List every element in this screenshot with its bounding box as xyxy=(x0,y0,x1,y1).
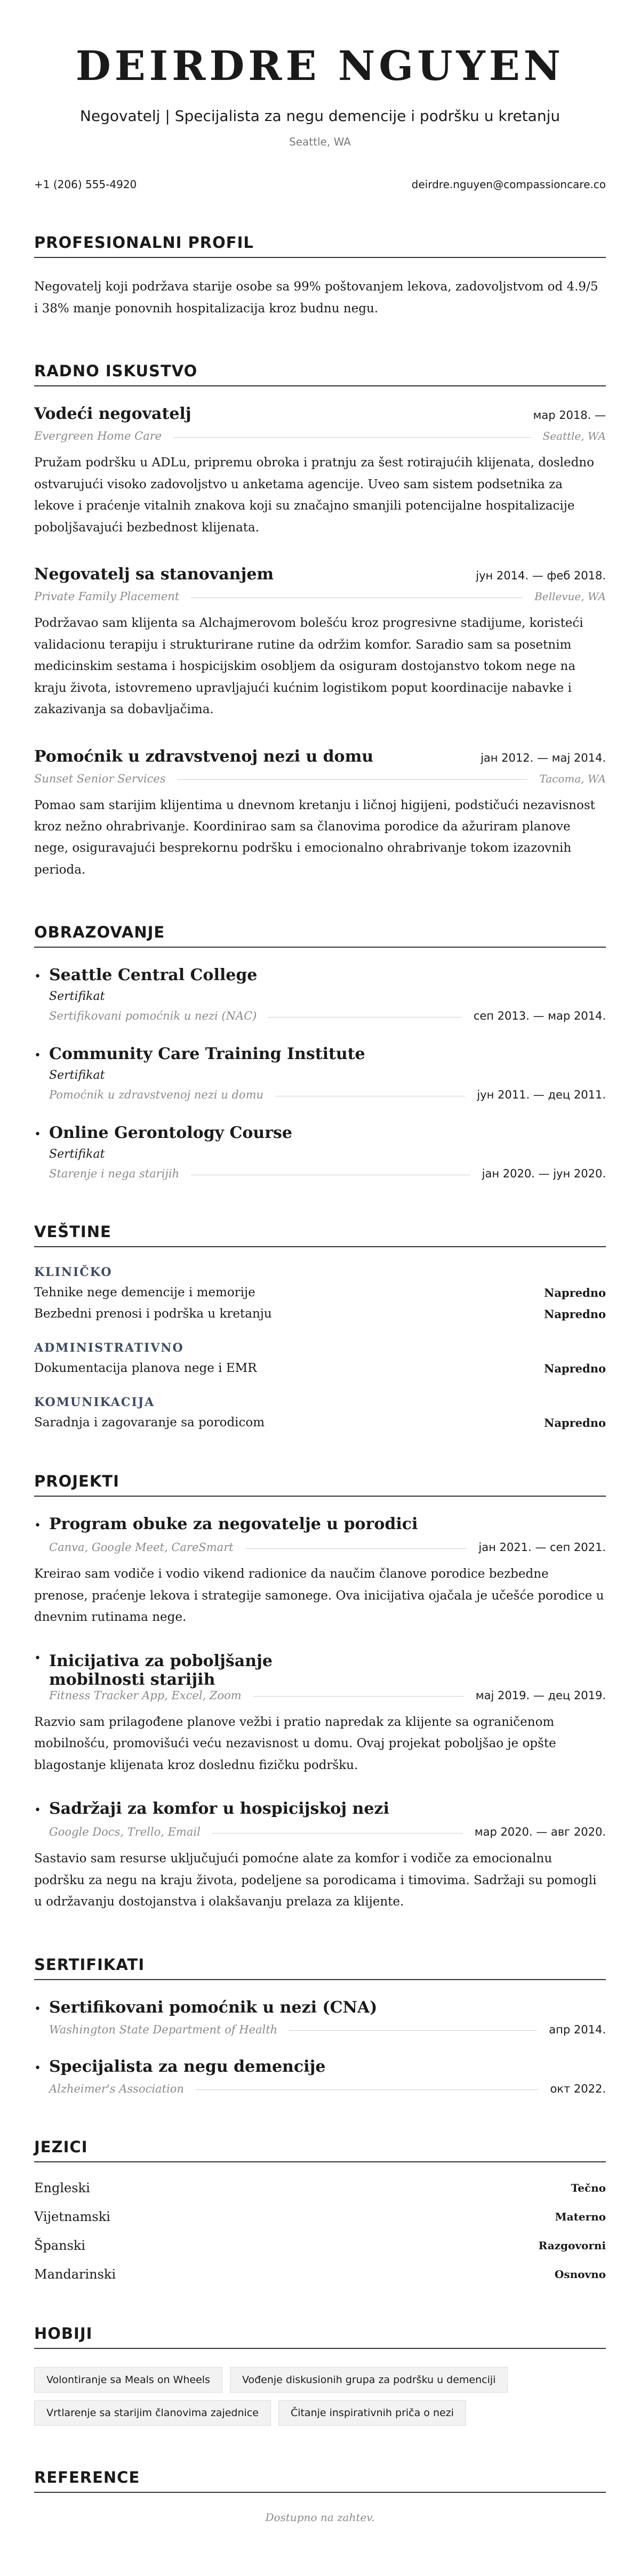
languages-section xyxy=(34,2138,606,2282)
job-location: Seattle, WA xyxy=(542,430,606,443)
resume-page xyxy=(34,0,606,2556)
job-company: Sunset Senior Services xyxy=(34,772,166,785)
language-name: Vijetnamski xyxy=(34,2209,110,2224)
project-date: јан 2021. — сеп 2021. xyxy=(478,1541,606,1554)
section-heading: VEŠTINE xyxy=(34,1223,606,1247)
job-title: Pomoćnik u zdravstvenoj nezi u domu xyxy=(34,747,374,766)
language-row xyxy=(34,2238,606,2253)
job-entry xyxy=(34,565,606,720)
degree: Sertifikat xyxy=(49,990,105,1004)
project-title: Sadržaji za komfor u hospicijskoj nezi xyxy=(49,1799,389,1819)
project-entry xyxy=(34,1799,606,1912)
education-date: јан 2020. — јун 2020. xyxy=(482,1167,606,1181)
field-of-study: Pomoćnik u zdravstvenoj nezi u domu xyxy=(49,1088,264,1102)
language-level: Tečno xyxy=(571,2181,606,2194)
project-date: мар 2020. — авг 2020. xyxy=(474,1826,606,1839)
hobby-chip: Vođenje diskusionih grupa za podršku u demenciji xyxy=(230,2367,508,2393)
skill-level: Napredno xyxy=(544,1307,606,1321)
job-description: Pružam podršku u ADLu, pripremu obroka i pratnju za šest rotirajućih klijenata, dosledno ostvarujući visoko zadovoljstvo u anketama agencije. Uveo sam sistem podsetnika za lekove i praćenje vitalnih znakova koji su značajno smanjili potencijalne hospitalizacije poboljšavajući bezbednost klijenata. xyxy=(34,456,594,535)
dotted-leader xyxy=(253,1696,464,1697)
education-entry xyxy=(34,1124,606,1180)
job-location: Tacoma, WA xyxy=(539,772,606,785)
experience-section xyxy=(34,362,606,881)
section-heading: PROFESIONALNI PROFIL xyxy=(34,233,606,258)
skill-row xyxy=(34,1307,606,1321)
skill-name: Dokumentacija planova nege i EMR xyxy=(34,1361,257,1376)
dotted-leader xyxy=(173,437,531,438)
certificate-date: окт 2022. xyxy=(550,2082,606,2095)
job-description: Podržavao sam klijenta sa Alchajmerovom bolešću kroz progresivne stadijume, koristeći validacionu terapiju i strukturirane rutine da održim komfor. Saradio sam sa posetnim medicinskim sestama i hospicijskim osobljem da osiguram dostojanstvo tokom nege na kraju života, istovremeno upravljajući kućnim logistikom poput koordinacije nabavke i zakazivanja sa dobavljačima. xyxy=(34,616,583,717)
project-tools: Canva, Google Meet, CareSmart xyxy=(49,1541,234,1554)
section-heading: PROJEKTI xyxy=(34,1472,606,1497)
profile-section xyxy=(34,233,606,319)
job-date: мар 2018. — xyxy=(533,409,606,422)
bullet-icon: • xyxy=(34,1049,41,1063)
hobbies-section xyxy=(34,2324,606,2426)
certificates-section xyxy=(34,1956,606,2095)
profile-text: Negovatelj koji podržava starije osobe sa 99% poštovanjem lekova, zadovoljstvom od 4.9/5 i 38% manje ponovnih hospitalizacija kroz budnu negu. xyxy=(34,280,598,316)
project-entry xyxy=(34,1515,606,1628)
candidate-location: Seattle, WA xyxy=(289,135,351,149)
dotted-leader xyxy=(268,1017,461,1018)
job-title: Negovatelj sa stanovanjem xyxy=(34,565,274,584)
project-title: Inicijativa za poboljšanje mobilnosti starijih xyxy=(49,1651,273,1689)
field-of-study: Starenje i nega starijih xyxy=(49,1167,180,1181)
school-name: Seattle Central College xyxy=(49,966,258,985)
section-heading: OBRAZOVANJE xyxy=(34,923,606,948)
dotted-leader xyxy=(191,597,523,598)
language-name: Mandarinski xyxy=(34,2266,116,2282)
references-section xyxy=(34,2468,606,2524)
language-level: Razgovorni xyxy=(538,2239,606,2252)
skill-level: Napredno xyxy=(544,1286,606,1299)
candidate-name: DEIRDRE NGUYEN xyxy=(75,42,565,90)
hobby-chip: Volontiranje sa Meals on Wheels xyxy=(34,2367,222,2393)
education-date: јун 2011. — дец 2011. xyxy=(477,1088,606,1102)
section-heading: JEZICI xyxy=(34,2138,606,2162)
job-company: Evergreen Home Care xyxy=(34,430,162,443)
projects-section xyxy=(34,1472,606,1912)
project-description: Sastavio sam resurse uključujući pomoćne alate za komfor i vodiče za emocionalnu podršku za negu na kraju života, podeljene sa porodicama i timovima. Sadržaji su pomogli u održavanju dostojanstva i olakšavanju prelaza za klijente. xyxy=(34,1852,597,1909)
bullet-icon: • xyxy=(34,1651,41,1665)
dotted-leader xyxy=(212,1833,463,1834)
language-row xyxy=(34,2267,606,2282)
field-of-study: Sertifikovani pomoćnik u nezi (NAC) xyxy=(49,1010,257,1023)
phone-number: +1 (206) 555-4920 xyxy=(34,178,137,191)
bullet-icon: • xyxy=(34,2061,41,2075)
skills-section xyxy=(34,1223,606,1430)
section-heading: RADNO ISKUSTVO xyxy=(34,362,606,386)
hobby-chip: Čitanje inspirativnih priča o nezi xyxy=(278,2400,466,2426)
job-title: Vodeći negovatelj xyxy=(34,405,191,424)
bullet-icon: • xyxy=(34,970,41,984)
email-address: deirdre.nguyen@compassioncare.co xyxy=(411,178,606,191)
job-company: Private Family Placement xyxy=(34,590,180,603)
skill-row xyxy=(34,1361,606,1375)
degree: Sertifikat xyxy=(49,1069,105,1083)
skill-name: Tehnike nege demencije i memorije xyxy=(34,1286,255,1300)
job-entry xyxy=(34,747,606,881)
dotted-leader xyxy=(196,2089,539,2090)
project-description: Razvio sam prilagođene planove vežbi i pratio napredak za klijente sa ograničenom mobilnošću, promovišući veću nezavisnost u domu. Ovaj projekat poboljšao je opšte blagostanje klijenata kroz doslednu fizičku podršku. xyxy=(34,1715,556,1772)
references-text: Dostupno na zahtev. xyxy=(265,2510,375,2524)
project-date: мај 2019. — дец 2019. xyxy=(475,1689,606,1702)
skill-row xyxy=(34,1286,606,1299)
dotted-leader xyxy=(289,2030,537,2031)
project-title: Program obuke za negovatelje u porodici xyxy=(49,1515,418,1534)
certificate-name: Sertifikovani pomoćnik u nezi (CNA) xyxy=(49,1998,378,2017)
skill-category: KOMUNIKACIJA xyxy=(34,1395,155,1410)
bullet-icon: • xyxy=(34,2002,41,2016)
education-date: сеп 2013. — мар 2014. xyxy=(473,1010,606,1023)
dotted-leader xyxy=(178,779,528,780)
language-level: Osnovno xyxy=(554,2267,606,2281)
degree: Sertifikat xyxy=(49,1148,105,1161)
language-name: Engleski xyxy=(34,2180,90,2195)
section-heading: SERTIFIKATI xyxy=(34,1956,606,1980)
language-level: Materno xyxy=(555,2210,606,2223)
job-entry xyxy=(34,405,606,538)
skill-row xyxy=(34,1416,606,1430)
education-entry xyxy=(34,966,606,1022)
bullet-icon: • xyxy=(34,1128,41,1142)
contact-row xyxy=(34,178,606,191)
project-tools: Google Docs, Trello, Email xyxy=(49,1826,201,1839)
bullet-icon: • xyxy=(34,1519,41,1533)
section-heading: HOBIJI xyxy=(34,2324,606,2349)
certificate-entry xyxy=(34,1998,606,2036)
section-heading: REFERENCE xyxy=(34,2468,606,2493)
hobby-chip: Vrtlarenje sa starijim članovima zajednice xyxy=(34,2400,271,2426)
school-name: Community Care Training Institute xyxy=(49,1045,365,1064)
certificate-issuer: Washington State Department of Health xyxy=(49,2023,278,2036)
certificate-date: апр 2014. xyxy=(549,2023,606,2036)
skill-level: Napredno xyxy=(544,1416,606,1430)
language-row xyxy=(34,2209,606,2224)
skill-name: Bezbedni prenosi i podrška u kretanju xyxy=(34,1307,272,1321)
education-entry xyxy=(34,1045,606,1101)
certificate-name: Specijalista za negu demencije xyxy=(49,2057,326,2076)
skill-category: ADMINISTRATIVNO xyxy=(34,1341,184,1355)
bullet-icon: • xyxy=(34,1804,41,1818)
project-entry xyxy=(34,1652,606,1776)
language-row xyxy=(34,2181,606,2195)
project-description: Kreirao sam vodiče i vodio vikend radionice da naučim članove porodice bezbedne prenose, praćenje lekova i strategije samonege. Ova inicijativa ojačala je učešće porodice u dnevnim rutinama nege. xyxy=(34,1567,604,1625)
project-tools: Fitness Tracker App, Excel, Zoom xyxy=(49,1689,242,1702)
hobby-chips xyxy=(34,2367,606,2426)
job-date: јун 2014. — феб 2018. xyxy=(476,569,606,583)
school-name: Online Gerontology Course xyxy=(49,1124,293,1143)
skill-category: KLINIČKO xyxy=(34,1265,113,1280)
skill-name: Saradnja i zagovaranje sa porodicom xyxy=(34,1416,265,1430)
job-description: Pomao sam starijim klijentima u dnevnom kretanju i ličnoj higijeni, podstičući nezavisnost kroz nežno ohrabrivanje. Koordinirao sam sa članovima porodice da ažuriram planove nege, osiguravajući besprekornu podršku i emocionalno ohrabrivanje tokom izazovnih perioda. xyxy=(34,798,595,877)
education-section xyxy=(34,923,606,1180)
job-date: јан 2012. — мај 2014. xyxy=(481,751,606,764)
certificate-issuer: Alzheimer's Association xyxy=(49,2082,184,2095)
certificate-entry xyxy=(34,2057,606,2095)
dotted-leader xyxy=(245,1548,467,1549)
candidate-title: Negovatelj | Specijalista za negu demencije i podršku u kretanju xyxy=(79,107,561,125)
language-name: Španski xyxy=(34,2238,86,2253)
job-location: Bellevue, WA xyxy=(534,590,606,603)
skill-level: Napredno xyxy=(544,1361,606,1375)
